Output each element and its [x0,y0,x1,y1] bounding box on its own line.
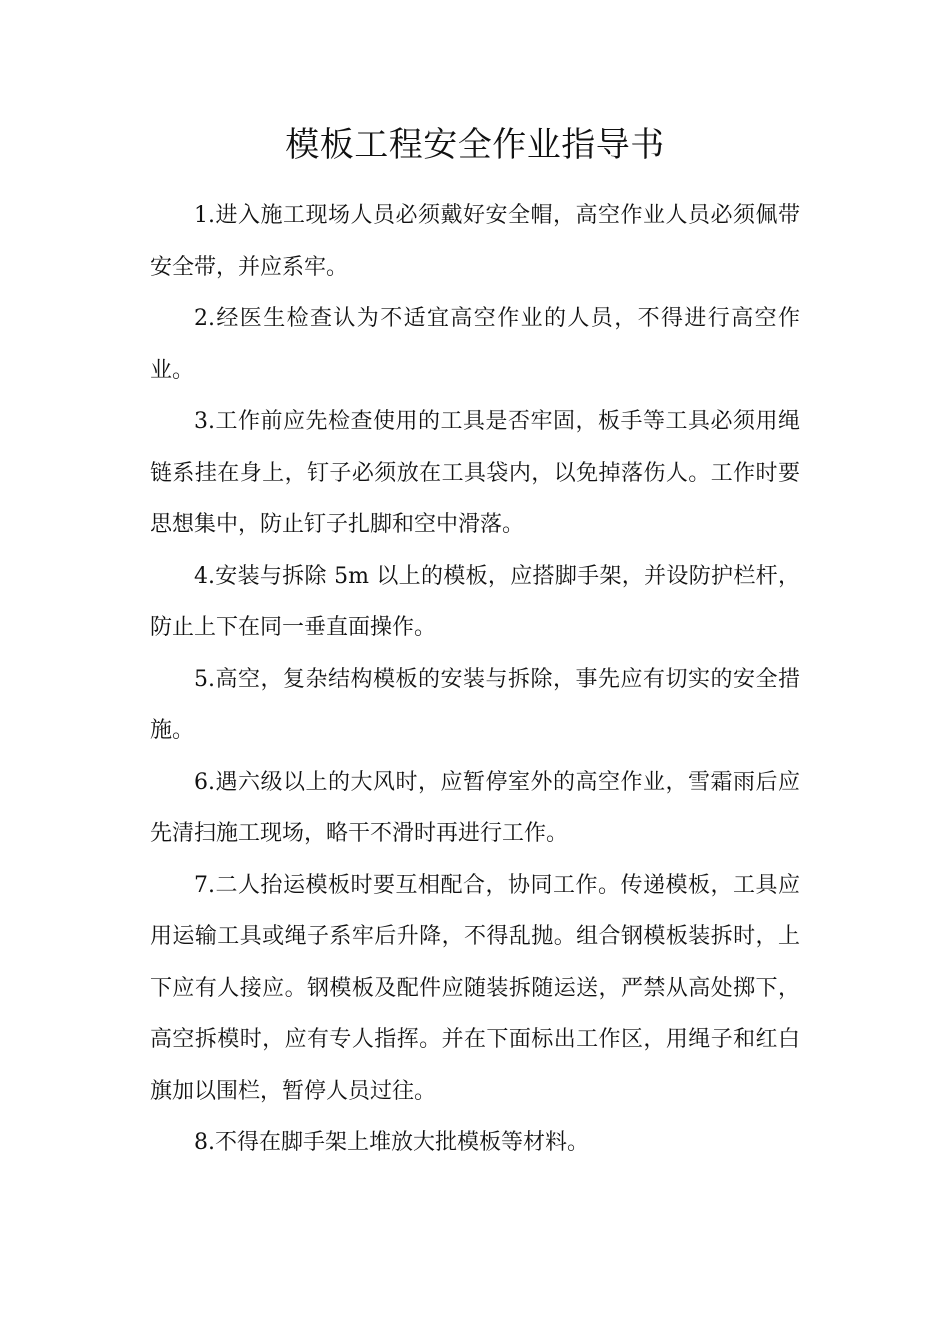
document-title: 模板工程安全作业指导书 [285,125,665,165]
paragraph-3: 3.工作前应先检查使用的工具是否牢固，板手等工具必须用绳链系挂在身上，钉子必须放在工具袋内，以免掉落伤人。工作时要思想集中，防止钉子扎脚和空中滑落。 [150,409,800,537]
paragraph-7: 7.二人抬运模板时要互相配合，协同工作。传递模板，工具应用运输工具或绳子系牢后升降，不得乱抛。组合钢模板装拆时，上下应有人接应。钢模板及配件应随装拆随运送，严禁从高处掷下，高空拆模时，应有专人指挥。并在下面标出工作区，用绳子和红白旗加以围栏，暂停人员过往。 [150,872,800,1104]
paragraph-4: 4.安装与拆除 5m 以上的模板，应搭脚手架，并设防护栏杆，防止上下在同一垂直面操作。 [150,563,800,640]
paragraph-5: 5.高空，复杂结构模板的安装与拆除，事先应有切实的安全措施。 [150,666,800,743]
paragraph-2: 2.经医生检查认为不适宜高空作业的人员，不得进行高空作业。 [150,306,800,383]
paragraph-8: 8.不得在脚手架上堆放大批模板等材料。 [194,1130,589,1155]
paragraph-6: 6.遇六级以上的大风时，应暂停室外的高空作业，雪霜雨后应先清扫施工现场，略干不滑时再进行工作。 [150,769,800,846]
paragraph-1: 1.进入施工现场人员必须戴好安全帽，高空作业人员必须佩带安全带，并应系牢。 [150,203,800,280]
document-body [150,190,800,1169]
